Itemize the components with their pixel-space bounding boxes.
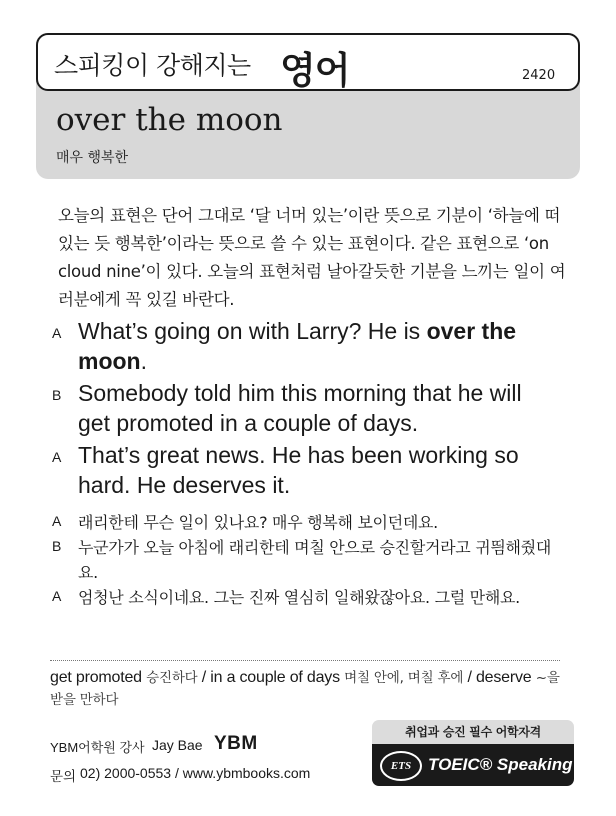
dialog-text [78, 316, 548, 376]
speaker-label: A [52, 325, 62, 341]
issue-number: 2420 [522, 68, 556, 83]
vocab-list [50, 667, 570, 711]
series-title: 스피킹이 강해지는 [54, 51, 251, 80]
translation-text: 래리한테 무슨 일이 있나요? 매우 행복해 보이던데요. [78, 513, 438, 532]
vocab-divider [50, 660, 560, 661]
speaker-label: B [52, 538, 62, 554]
vocab-separator: / [197, 669, 211, 686]
dialog-text-part: What’s going on with Larry? He is [78, 318, 427, 344]
dialog-text [78, 440, 548, 500]
vocab-gloss: 며칠 안에, 며칠 후에 [344, 670, 464, 686]
intro-paragraph: 오늘의 표현은 단어 그대로 ‘달 너머 있는’이란 뜻으로 기분이 ‘하늘에 떠 있는 듯 행복한’이라는 뜻으로 쓸 수 있는 표현이다. 같은 표현으로 ‘on cloud nine’이 있다. 오늘의 표현처럼 날아갈듯한 기분을 느끼는 일이 여러분에게 꼭 있길 바란다. [58, 206, 566, 309]
dialog-text-part: . [140, 348, 147, 374]
vocab-term: in a couple of days [210, 669, 340, 686]
dialog-text-part: Somebody told him this morning that he will get promoted in a couple of days. [78, 380, 522, 436]
dialog-text [78, 378, 548, 438]
toeic-speaking-badge [372, 720, 574, 786]
translation-text: 엄청난 소식이네요. 그는 진짜 열심히 일해왔잖아요. 그럴 만해요. [78, 588, 520, 607]
speaker-label: A [52, 513, 62, 529]
vocab-separator: / [463, 669, 476, 686]
vocab-gloss: ~을 받을 만하다 [50, 670, 560, 708]
ybm-logo: YBM [214, 733, 258, 754]
vocab-term: get promoted [50, 669, 142, 686]
ets-logo-icon: ETS [380, 751, 422, 781]
badge-caption: 취업과 승진 필수 어학자격 [372, 720, 574, 744]
dialog-highlight: over the moon [78, 318, 517, 374]
contact-info: 02) 2000-0553 / www.ybmbooks.com [80, 765, 311, 781]
badge-title: TOEIC® Speaking [428, 755, 573, 774]
speaker-label: A [52, 449, 62, 465]
idiom-title: over the moon [56, 102, 283, 138]
speaker-label: A [52, 588, 62, 604]
dialog-text-part: That’s great news. He has been working so hard. He deserves it. [78, 442, 519, 498]
translation-text: 누군가가 오늘 아침에 래리한테 며칠 안으로 승진할거라고 귀띔해줬대요. [78, 538, 552, 582]
badge-banner [372, 744, 574, 786]
speaker-label: B [52, 387, 62, 403]
instructor-name: Jay Bae [152, 737, 203, 753]
instructor-label: YBM어학원 강사 [50, 740, 145, 755]
vocab-term: deserve [475, 669, 532, 686]
series-title-emphasis: 영어 [280, 49, 350, 92]
idiom-meaning: 매우 행복한 [56, 150, 129, 166]
vocab-gloss: 승진하다 [146, 670, 198, 686]
contact-label: 문의 [50, 769, 77, 784]
